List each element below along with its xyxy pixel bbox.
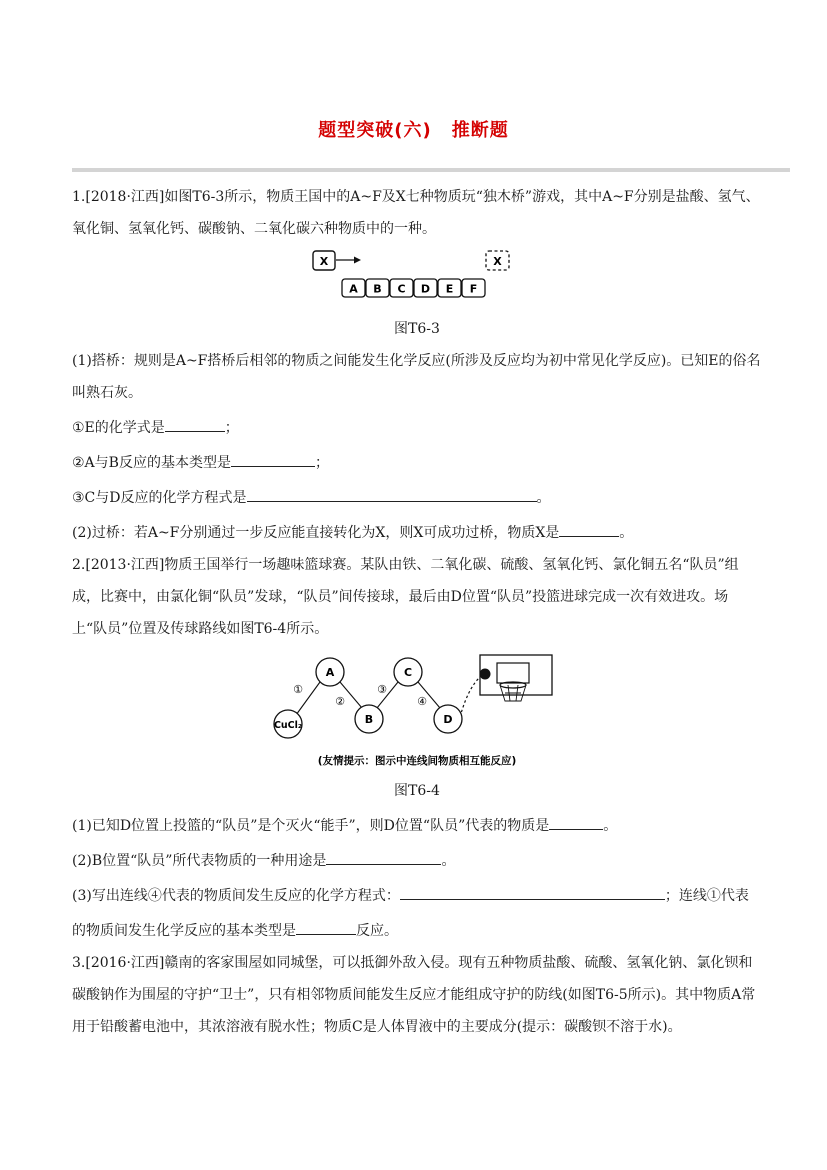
line-markers bbox=[293, 683, 427, 708]
content bbox=[72, 181, 762, 1043]
title-divider bbox=[72, 168, 790, 172]
title-main: 题型突破(六) bbox=[318, 120, 432, 141]
line-2-label: ② bbox=[335, 695, 345, 708]
box-c-label: C bbox=[397, 282, 406, 296]
node-cucl2-label: CuCl₂ bbox=[273, 720, 303, 731]
q2-part2-text: (2)B位置“队员”所代表物质的一种用途是 bbox=[72, 853, 327, 869]
q2-part3-mid: ；连线①代表的物质间发生化学反应的基本类型是 bbox=[72, 888, 749, 939]
bridge-diagram bbox=[72, 249, 762, 313]
figure-t6-3-caption: 图T6-3 bbox=[394, 321, 440, 337]
q2-part1-end: 。 bbox=[603, 818, 618, 834]
q1-sub2-text: ②A与B反应的基本类型是 bbox=[72, 455, 231, 471]
bridge-boxes bbox=[342, 279, 485, 297]
figure-t6-4 bbox=[72, 651, 762, 775]
q1-sub1-text: ①E的化学式是 bbox=[72, 420, 165, 436]
q1-sub1-end: ； bbox=[224, 420, 239, 436]
box-d-label: D bbox=[420, 282, 431, 296]
box-f-label: F bbox=[469, 282, 478, 296]
q1-part2-end: 。 bbox=[619, 525, 634, 541]
figure-hint: (友情提示：图示中连线间物质相互能反应) bbox=[317, 755, 517, 767]
q1-sub2-end: ； bbox=[314, 455, 329, 471]
answer-blank[interactable] bbox=[247, 479, 537, 502]
answer-blank[interactable] bbox=[549, 807, 603, 830]
answer-blank[interactable] bbox=[559, 514, 619, 537]
q2-part3-text: (3)写出连线④代表的物质间发生反应的化学方程式： bbox=[72, 888, 400, 904]
line-3-label: ③ bbox=[377, 683, 387, 696]
line-1-label: ① bbox=[293, 683, 303, 696]
basketball-diagram bbox=[72, 651, 762, 775]
title-sub: 推断题 bbox=[451, 120, 509, 141]
x-label-start: X bbox=[319, 255, 329, 268]
answer-blank[interactable] bbox=[231, 444, 315, 467]
arrow-head bbox=[354, 257, 361, 264]
q2-part1 bbox=[72, 807, 762, 842]
node-b-label: B bbox=[364, 713, 374, 726]
q3-stem: 3.[2016·江西]赣南的客家围屋如同城堡，可以抵御外敌入侵。现有五种物质盐酸、硫酸、氢氧化钠、氯化钡和碳酸钠作为围屋的守护“卫士”，只有相邻物质间能发生反应才能组成守护的防线(如图T6-5所示)。其中物质A常用于铅酸蓄电池中，其浓溶液有脱水性；物质C是人体胃液中的主要成分(提示：碳酸钡不溶于水)。 bbox=[72, 955, 756, 1035]
answer-blank[interactable] bbox=[165, 409, 225, 432]
basketball-icon bbox=[480, 669, 491, 680]
node-a-label: A bbox=[325, 666, 335, 679]
q1-sub2 bbox=[72, 444, 762, 479]
figure-t6-3 bbox=[72, 249, 762, 313]
box-e-label: E bbox=[445, 282, 454, 296]
box-a-label: A bbox=[349, 282, 358, 296]
q1-sub1 bbox=[72, 409, 762, 444]
answer-blank[interactable] bbox=[326, 842, 441, 865]
q2-part1-text: (1)已知D位置上投篮的“队员”是个灭火“能手”，则D位置“队员”代表的物质是 bbox=[72, 818, 550, 834]
answer-blank[interactable] bbox=[296, 912, 356, 935]
q1-stem: 1.[2018·江西]如图T6-3所示，物质王国中的A~F及X七种物质玩“独木桥”游戏，其中A~F分别是盐酸、氢气、氧化铜、氢氧化钙、碳酸钠、二氧化碳六种物质中的一种。 bbox=[72, 189, 760, 237]
q2-part2-end: 。 bbox=[441, 853, 456, 869]
q1-sub3-text: ③C与D反应的化学方程式是 bbox=[72, 490, 247, 506]
x-label-end: X bbox=[493, 255, 502, 268]
line-4-label: ④ bbox=[417, 695, 427, 708]
q2-stem: 2.[2013·江西]物质王国举行一场趣味篮球赛。某队由铁、二氧化碳、硫酸、氢氧化钙、氯化铜五名“队员”组成，比赛中，由氯化铜“队员”发球，“队员”间传接球，最后由D位置“队员”投篮进球完成一次有效进攻。场上“队员”位置及传球路线如图T6-4所示。 bbox=[72, 557, 739, 637]
q1-part1: (1)搭桥：规则是A~F搭桥后相邻的物质之间能发生化学反应(所涉及反应均为初中常见化学反应)。已知E的俗名叫熟石灰。 bbox=[72, 353, 761, 401]
figure-t6-4-caption: 图T6-4 bbox=[394, 783, 440, 799]
box-b-label: B bbox=[373, 282, 382, 296]
node-c-label: C bbox=[403, 666, 413, 679]
answer-blank[interactable] bbox=[400, 877, 665, 900]
q1-sub3-end: 。 bbox=[536, 490, 551, 506]
q2-part2 bbox=[72, 842, 762, 877]
q1-part2 bbox=[72, 514, 762, 549]
node-d-label: D bbox=[443, 713, 453, 726]
q2-part3-end: 反应。 bbox=[356, 923, 398, 939]
q1-sub3 bbox=[72, 479, 762, 514]
page-title bbox=[0, 116, 827, 142]
q2-part3 bbox=[72, 877, 762, 947]
q1-part2-text: (2)过桥：若A~F分别通过一步反应能直接转化为X，则X可成功过桥，物质X是 bbox=[72, 525, 560, 541]
basketball-hoop-icon bbox=[480, 655, 552, 701]
